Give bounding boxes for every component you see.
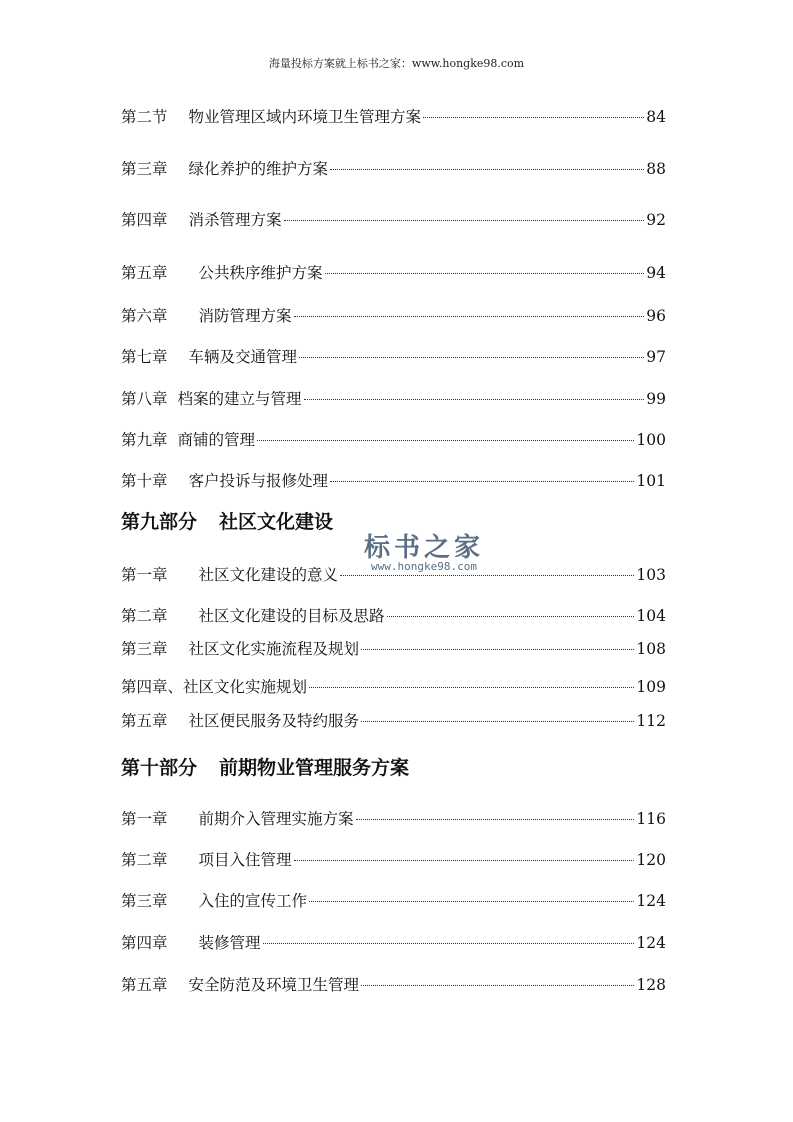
toc-title: 社区文化建设的目标及思路	[198, 607, 385, 625]
dot-leader	[284, 220, 645, 221]
toc-entry[interactable]	[121, 638, 666, 660]
dot-leader	[330, 169, 644, 170]
part-heading-10	[121, 755, 409, 781]
toc-chapter: 第三章	[121, 892, 168, 910]
toc-chapter: 第二节	[121, 108, 168, 126]
toc-page: 112	[636, 712, 666, 730]
part-heading-9	[121, 509, 333, 535]
toc-title: 车辆及交通管理	[188, 348, 298, 366]
toc-page: 97	[646, 348, 666, 366]
toc-page: 84	[646, 108, 666, 126]
toc-chapter: 第十章	[121, 472, 168, 490]
toc-entry[interactable]	[121, 262, 666, 284]
toc-chapter: 第四章、	[121, 678, 184, 696]
dot-leader	[294, 860, 635, 861]
toc-chapter: 第二章	[121, 607, 168, 625]
dot-leader	[361, 985, 634, 986]
toc-entry[interactable]	[121, 429, 666, 451]
toc-title: 装修管理	[198, 934, 261, 952]
toc-page: 108	[636, 640, 666, 658]
dot-leader	[309, 901, 634, 902]
dot-leader	[340, 575, 634, 576]
toc-chapter: 第四章	[121, 211, 168, 229]
toc-chapter: 第五章	[121, 264, 168, 282]
toc-title: 客户投诉与报修处理	[188, 472, 329, 490]
toc-title: 绿化养护的维护方案	[188, 160, 329, 178]
toc-title: 消杀管理方案	[188, 211, 282, 229]
dot-leader	[309, 687, 634, 688]
dot-leader	[257, 440, 634, 441]
toc-chapter: 第三章	[121, 640, 168, 658]
toc-page: 101	[636, 472, 666, 490]
toc-chapter: 第四章	[121, 934, 168, 952]
toc-entry[interactable]	[121, 676, 666, 698]
toc-title: 安全防范及环境卫生管理	[188, 976, 360, 994]
toc-entry[interactable]	[121, 564, 666, 586]
toc-entry[interactable]	[121, 890, 666, 912]
toc-entry[interactable]	[121, 305, 666, 327]
toc-title: 社区便民服务及特约服务	[188, 712, 360, 730]
toc-entry[interactable]	[121, 849, 666, 871]
watermark-text: 标书之家	[363, 533, 484, 563]
dot-leader	[325, 273, 645, 274]
toc-title: 项目入住管理	[198, 851, 292, 869]
toc-page: 104	[636, 607, 666, 625]
toc-chapter: 第一章	[121, 810, 168, 828]
toc-entry[interactable]	[121, 209, 666, 231]
toc-page: 120	[636, 851, 666, 869]
toc-page: 96	[646, 307, 666, 325]
toc-title: 档案的建立与管理	[177, 390, 302, 408]
toc-page: 92	[646, 211, 666, 229]
toc-chapter: 第二章	[121, 851, 168, 869]
toc-entry[interactable]	[121, 106, 666, 128]
toc-page: 124	[636, 934, 666, 952]
toc-title: 社区文化实施规划	[183, 678, 308, 696]
part-title: 社区文化建设	[219, 511, 334, 533]
part-label: 第十部分	[121, 757, 198, 779]
dot-leader	[263, 943, 635, 944]
toc-title: 前期介入管理实施方案	[198, 810, 354, 828]
page-header: 海量投标方案就上标书之家：www.hongke98.com	[268, 57, 525, 70]
toc-chapter: 第一章	[121, 566, 168, 584]
toc-page: 99	[646, 390, 666, 408]
toc-chapter: 第八章	[121, 390, 168, 408]
toc-chapter: 第九章	[121, 431, 168, 449]
dot-leader	[299, 357, 644, 358]
part-title: 前期物业管理服务方案	[219, 757, 410, 779]
toc-page: 88	[646, 160, 666, 178]
dot-leader	[330, 481, 634, 482]
toc-page: 124	[636, 892, 666, 910]
dot-leader	[361, 721, 634, 722]
toc-title: 社区文化实施流程及规划	[188, 640, 360, 658]
toc-page: 100	[636, 431, 666, 449]
toc-entry[interactable]	[121, 346, 666, 368]
dot-leader	[356, 819, 635, 820]
toc-chapter: 第五章	[121, 712, 168, 730]
dot-leader	[423, 117, 644, 118]
toc-chapter: 第七章	[121, 348, 168, 366]
toc-title: 入住的宣传工作	[198, 892, 308, 910]
part-label: 第九部分	[121, 511, 198, 533]
toc-entry[interactable]	[121, 974, 666, 996]
dot-leader	[294, 316, 645, 317]
dot-leader	[304, 399, 645, 400]
toc-entry[interactable]	[121, 710, 666, 732]
toc-entry[interactable]	[121, 158, 666, 180]
dot-leader	[387, 616, 635, 617]
toc-title: 消防管理方案	[198, 307, 292, 325]
toc-page: 109	[636, 678, 666, 696]
toc-title: 社区文化建设的意义	[198, 566, 339, 584]
dot-leader	[361, 649, 634, 650]
toc-chapter: 第六章	[121, 307, 168, 325]
toc-page: 128	[636, 976, 666, 994]
toc-entry[interactable]	[121, 388, 666, 410]
toc-entry[interactable]	[121, 932, 666, 954]
toc-page: 116	[636, 810, 666, 828]
toc-title: 公共秩序维护方案	[198, 264, 323, 282]
watermark-url: www.hongke98.com	[371, 560, 477, 573]
toc-title: 物业管理区域内环境卫生管理方案	[188, 108, 422, 126]
toc-title: 商铺的管理	[177, 431, 256, 449]
toc-chapter: 第三章	[121, 160, 168, 178]
toc-page: 94	[646, 264, 666, 282]
toc-page: 103	[636, 566, 666, 584]
toc-entry[interactable]	[121, 605, 666, 627]
toc-chapter: 第五章	[121, 976, 168, 994]
toc-entry[interactable]	[121, 808, 666, 830]
toc-entry[interactable]	[121, 470, 666, 492]
